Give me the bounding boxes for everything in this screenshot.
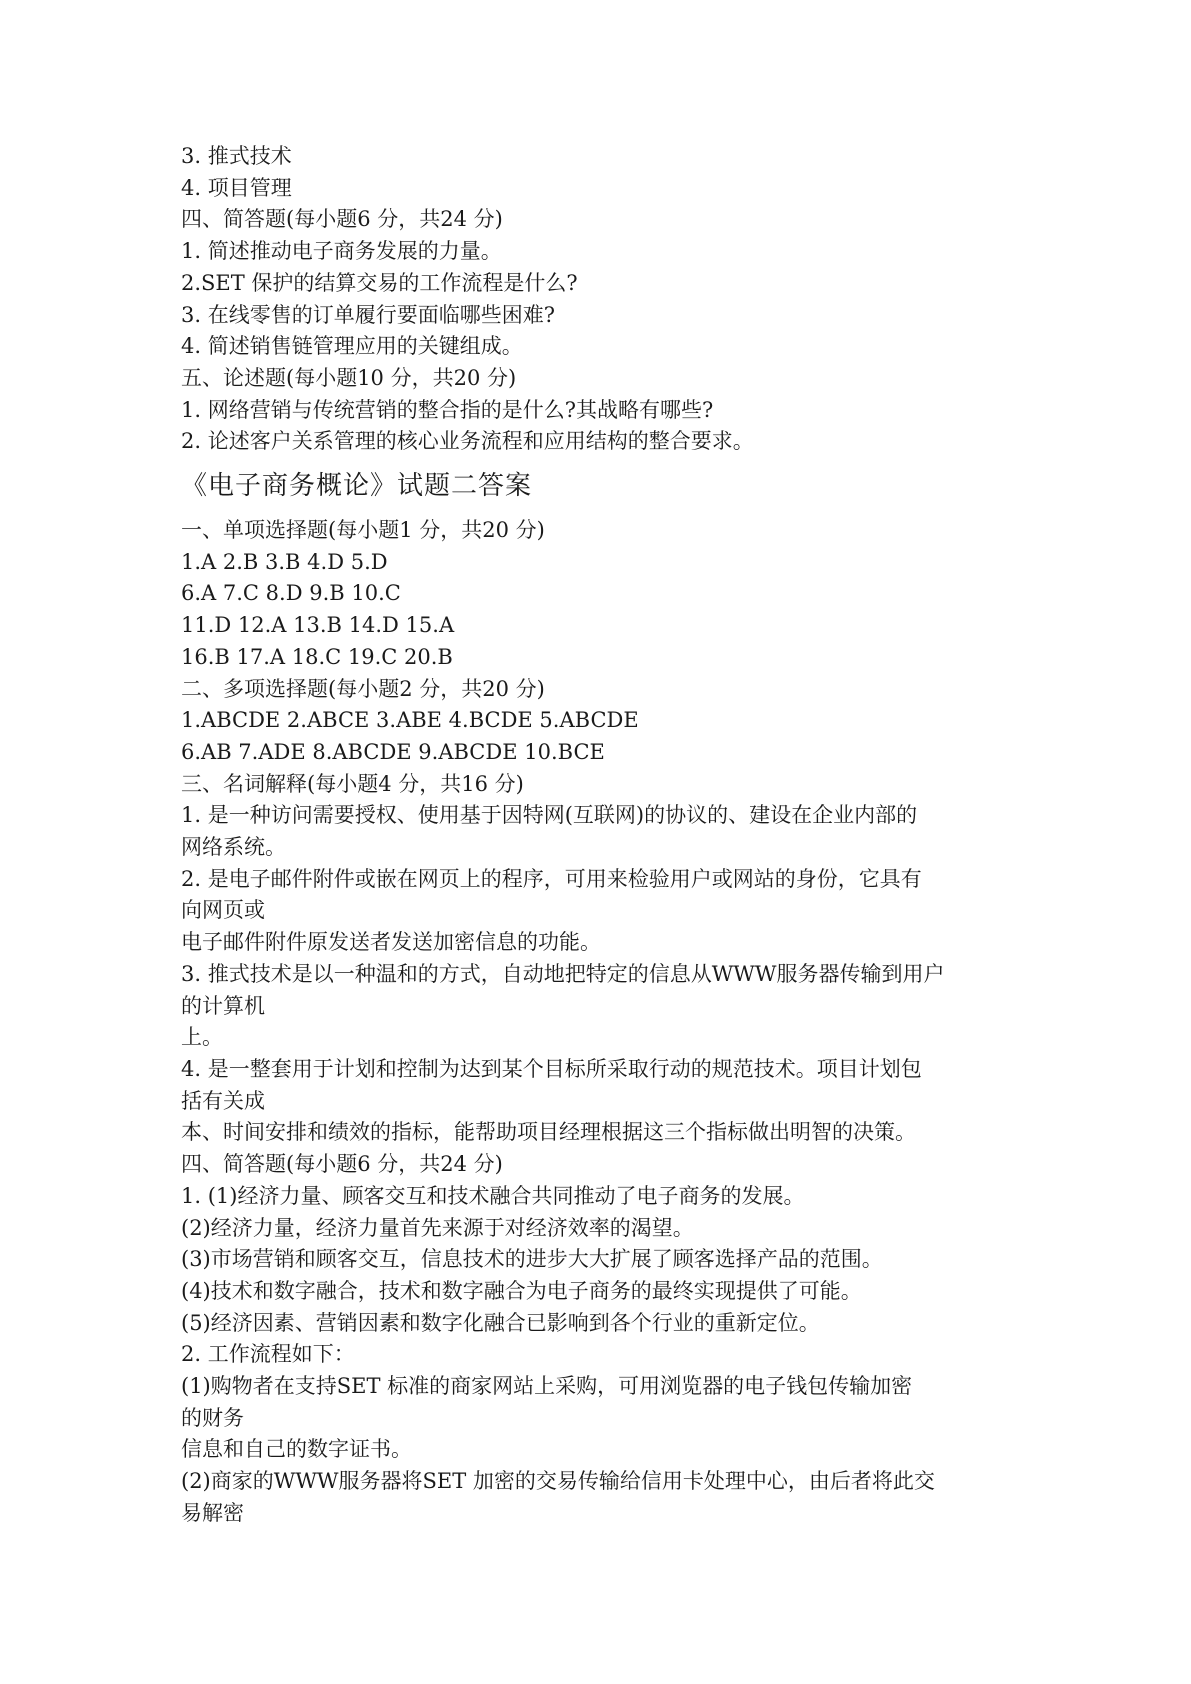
text-line: 3. 在线零售的订单履行要面临哪些困难? (181, 302, 555, 327)
text-line: 16.B 17.A 18.C 19.C 20.B (181, 644, 453, 669)
text-line: 11.D 12.A 13.B 14.D 15.A (181, 613, 455, 638)
text-line: 1.A 2.B 3.B 4.D 5.D (181, 549, 388, 574)
text-line: 2. 工作流程如下： (181, 1342, 355, 1367)
document-body (181, 141, 1021, 1530)
text-line: 二、多项选择题(每小题2 分，共20 分) (181, 676, 545, 701)
text-line: (3)市场营销和顾客交互，信息技术的进步大大扩展了顾客选择产品的范围。 (181, 1247, 883, 1272)
text-line: 6.AB 7.ADE 8.ABCDE 9.ABCDE 10.BCE (181, 739, 605, 764)
text-line: (5)经济因素、营销因素和数字化融合已影响到各个行业的重新定位。 (181, 1310, 820, 1335)
text-line: 4. 简述销售链管理应用的关键组成。 (181, 334, 523, 359)
text-line: 1.ABCDE 2.ABCE 3.ABE 4.BCDE 5.ABCDE (181, 708, 639, 733)
question-section (181, 141, 1021, 458)
text-line: 1. 简述推动电子商务发展的力量。 (181, 239, 502, 264)
text-line: 4. 是一整套用于计划和控制为达到某个目标所采取行动的规范技术。项目计划包 (181, 1056, 922, 1081)
text-line: 五、论述题(每小题10 分，共20 分) (181, 365, 517, 390)
text-line: 四、简答题(每小题6 分，共24 分) (181, 207, 503, 232)
text-line: 上。 (181, 1025, 223, 1050)
text-line: 的财务 (181, 1405, 244, 1430)
text-line: 一、单项选择题(每小题1 分，共20 分) (181, 518, 545, 543)
text-line: 4. 项目管理 (181, 175, 292, 200)
text-line: 2.SET 保护的结算交易的工作流程是什么? (181, 270, 578, 295)
text-line: 3. 推式技术是以一种温和的方式，自动地把特定的信息从WWW服务器传输到用户 (181, 961, 945, 986)
text-line: (1)购物者在支持SET 标准的商家网站上采购，可用浏览器的电子钱包传输加密 (181, 1374, 913, 1399)
text-line: 电子邮件附件原发送者发送加密信息的功能。 (181, 930, 601, 955)
text-line: 三、名词解释(每小题4 分，共16 分) (181, 771, 524, 796)
text-line: 本、时间安排和绩效的指标，能帮助项目经理根据这三个指标做出明智的决策。 (181, 1120, 916, 1145)
answer-section (181, 515, 1021, 1530)
text-line: 1. (1)经济力量、顾客交互和技术融合共同推动了电子商务的发展。 (181, 1183, 805, 1208)
text-line: 1. 网络营销与传统营销的整合指的是什么?其战略有哪些? (181, 397, 714, 422)
text-line: (2)经济力量，经济力量首先来源于对经济效率的渴望。 (181, 1215, 694, 1240)
text-line: 1. 是一种访问需要授权、使用基于因特网(互联网)的协议的、建设在企业内部的 (181, 803, 918, 828)
text-line: 四、简答题(每小题6 分，共24 分) (181, 1152, 503, 1177)
text-line: 3. 推式技术 (181, 144, 292, 168)
text-line: 网络系统。 (181, 835, 286, 860)
text-line: 2. 是电子邮件附件或嵌在网页上的程序，可用来检验用户或网站的身份，它具有 (181, 866, 922, 891)
text-line: 括有关成 (181, 1088, 265, 1113)
text-line: 向网页或 (181, 898, 265, 923)
text-line: 2. 论述客户关系管理的核心业务流程和应用结构的整合要求。 (181, 429, 754, 454)
text-line: 易解密 (181, 1500, 244, 1525)
answer-title: 《电子商务概论》试题二答案 (181, 471, 533, 502)
text-line: 的计算机 (181, 993, 265, 1018)
text-line: 6.A 7.C 8.D 9.B 10.C (181, 581, 401, 606)
text-line: (2)商家的WWW服务器将SET 加密的交易传输给信用卡处理中心，由后者将此交 (181, 1469, 935, 1494)
text-line: 信息和自己的数字证书。 (181, 1437, 412, 1462)
text-line: (4)技术和数字融合，技术和数字融合为电子商务的最终实现提供了可能。 (181, 1278, 862, 1303)
